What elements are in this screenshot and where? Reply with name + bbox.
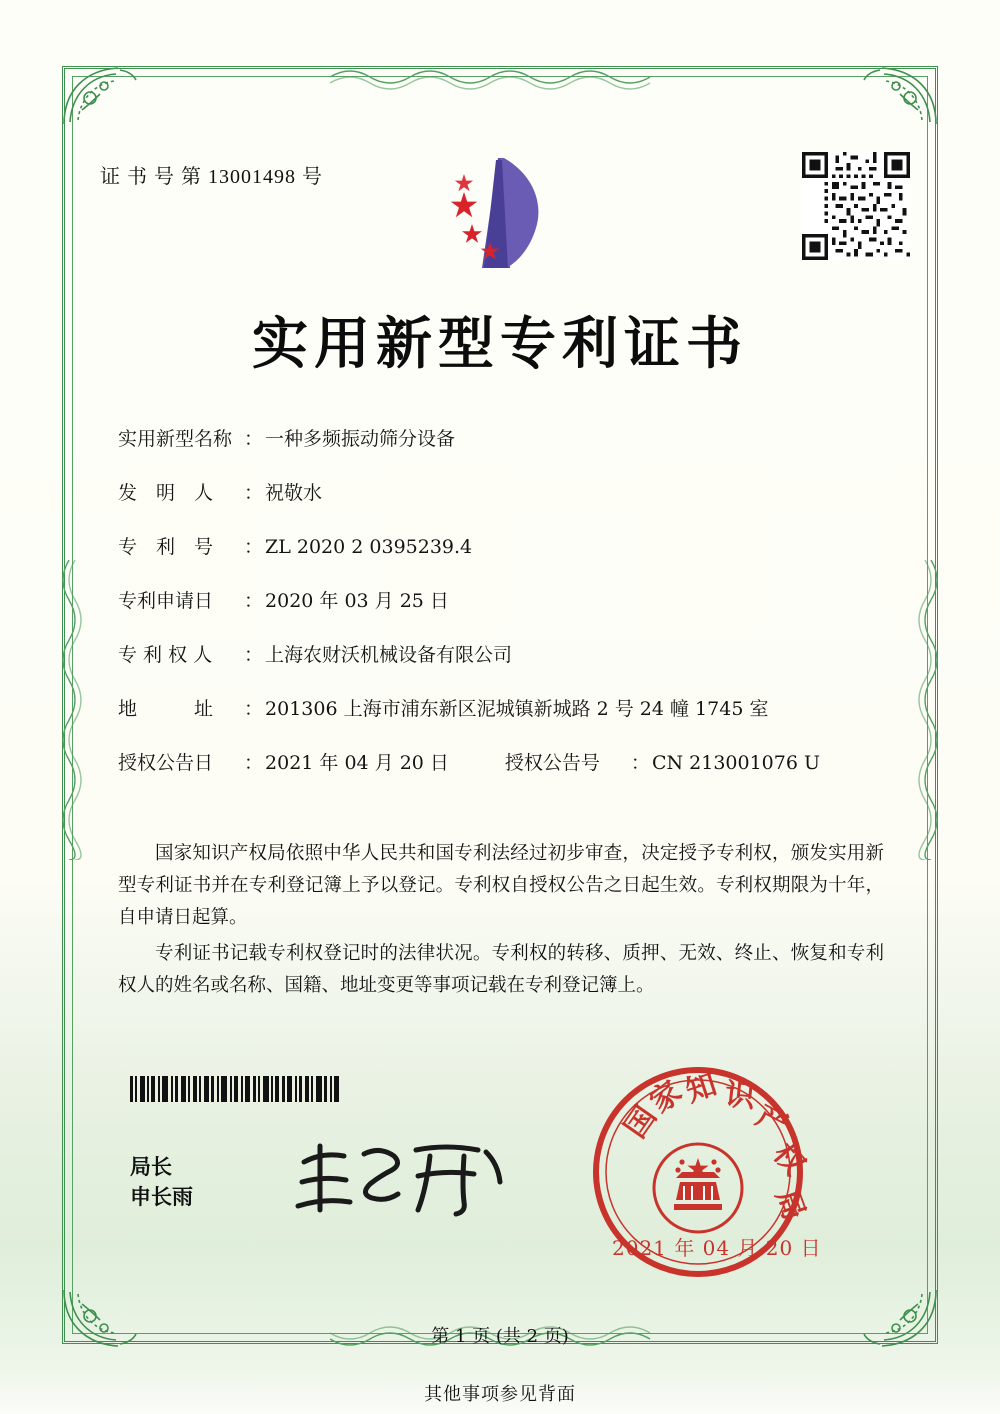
barcode	[130, 1076, 378, 1102]
svg-text:家: 家	[643, 1074, 689, 1121]
footer-note: 其他事项参见背面	[424, 1384, 576, 1405]
field-colon: ：	[244, 644, 264, 666]
director-signature-block	[130, 1152, 193, 1212]
field-row	[118, 478, 884, 505]
svg-text:识: 识	[723, 1077, 757, 1116]
field-value-utility-model-name: 一种多频振动筛分设备	[265, 428, 456, 450]
field-row	[118, 694, 884, 721]
field-value-patent-number: ZL 2020 2 0395239.4	[265, 536, 473, 558]
field-value-address: 201306 上海市浦东新区泥城镇新城路 2 号 24 幢 1745 室	[265, 698, 769, 720]
field-label-inventor: 发 明 人	[118, 482, 214, 504]
field-label-announcement-number: 授权公告号	[504, 752, 600, 774]
certificate-fields	[118, 424, 884, 802]
svg-text:局: 局	[768, 1184, 808, 1225]
field-colon: ：	[244, 428, 264, 450]
field-row	[118, 586, 884, 613]
page-title: 实用新型专利证书	[252, 311, 748, 377]
field-label-application-date: 专利申请日	[118, 590, 214, 612]
director-title-label: 局长	[130, 1154, 172, 1179]
svg-text:知: 知	[681, 1067, 722, 1110]
legal-paragraph-1: 国家知识产权局依照中华人民共和国专利法经过初步审查，决定授予专利权，颁发实用新型专利证书并在专利登记簿上予以登记。专利权自授权公告之日起生效。专利权期限为十年，自申请日起算。	[118, 843, 884, 928]
svg-text:产: 产	[750, 1098, 794, 1144]
field-row	[118, 532, 884, 559]
field-colon: ：	[630, 752, 650, 774]
legal-paragraph-2: 专利证书记载专利权登记时的法律状况。专利权的转移、质押、无效、终止、恢复和专利权人的姓名或名称、国籍、地址变更等事项记载在专利登记簿上。	[118, 943, 884, 996]
field-colon: ：	[244, 536, 264, 558]
certificate-number: 证 书 号 第 13001498 号	[100, 166, 323, 188]
field-value-grant-date: 2021 年 04 月 20 日	[265, 752, 449, 774]
field-colon: ：	[244, 482, 264, 504]
national-emblem-icon	[654, 1144, 742, 1232]
field-value-inventor: 祝敬水	[265, 482, 323, 504]
qr-code	[802, 152, 910, 260]
field-row-grant-announcement	[118, 748, 884, 775]
page-number: 第 1 页 (共 2 页)	[431, 1326, 569, 1347]
field-label-grant-date: 授权公告日	[118, 752, 214, 774]
field-value-application-date: 2020 年 03 月 25 日	[265, 590, 449, 612]
field-colon: ：	[244, 698, 264, 720]
svg-text:权: 权	[765, 1136, 808, 1183]
handwritten-signature-icon	[290, 1132, 520, 1224]
field-value-announcement-number: CN 213001076 U	[651, 752, 820, 774]
svg-text:国: 国	[617, 1099, 664, 1145]
field-row	[118, 424, 884, 451]
field-colon: ：	[244, 590, 264, 612]
field-value-patentee: 上海农财沃机械设备有限公司	[265, 644, 513, 666]
seal-date: 2021 年 04 月 20 日	[612, 1236, 822, 1260]
field-label-address: 地 址	[118, 698, 214, 720]
legal-text	[118, 838, 884, 1006]
field-row	[118, 640, 884, 667]
field-label-patent-number: 专 利 号	[118, 536, 214, 558]
field-label-utility-model-name: 实用新型名称	[118, 428, 233, 450]
field-label-patentee: 专 利 权 人	[118, 644, 213, 666]
director-name: 申长雨	[130, 1184, 193, 1209]
cnipa-logo-icon	[424, 150, 574, 280]
field-colon: ：	[244, 752, 264, 774]
